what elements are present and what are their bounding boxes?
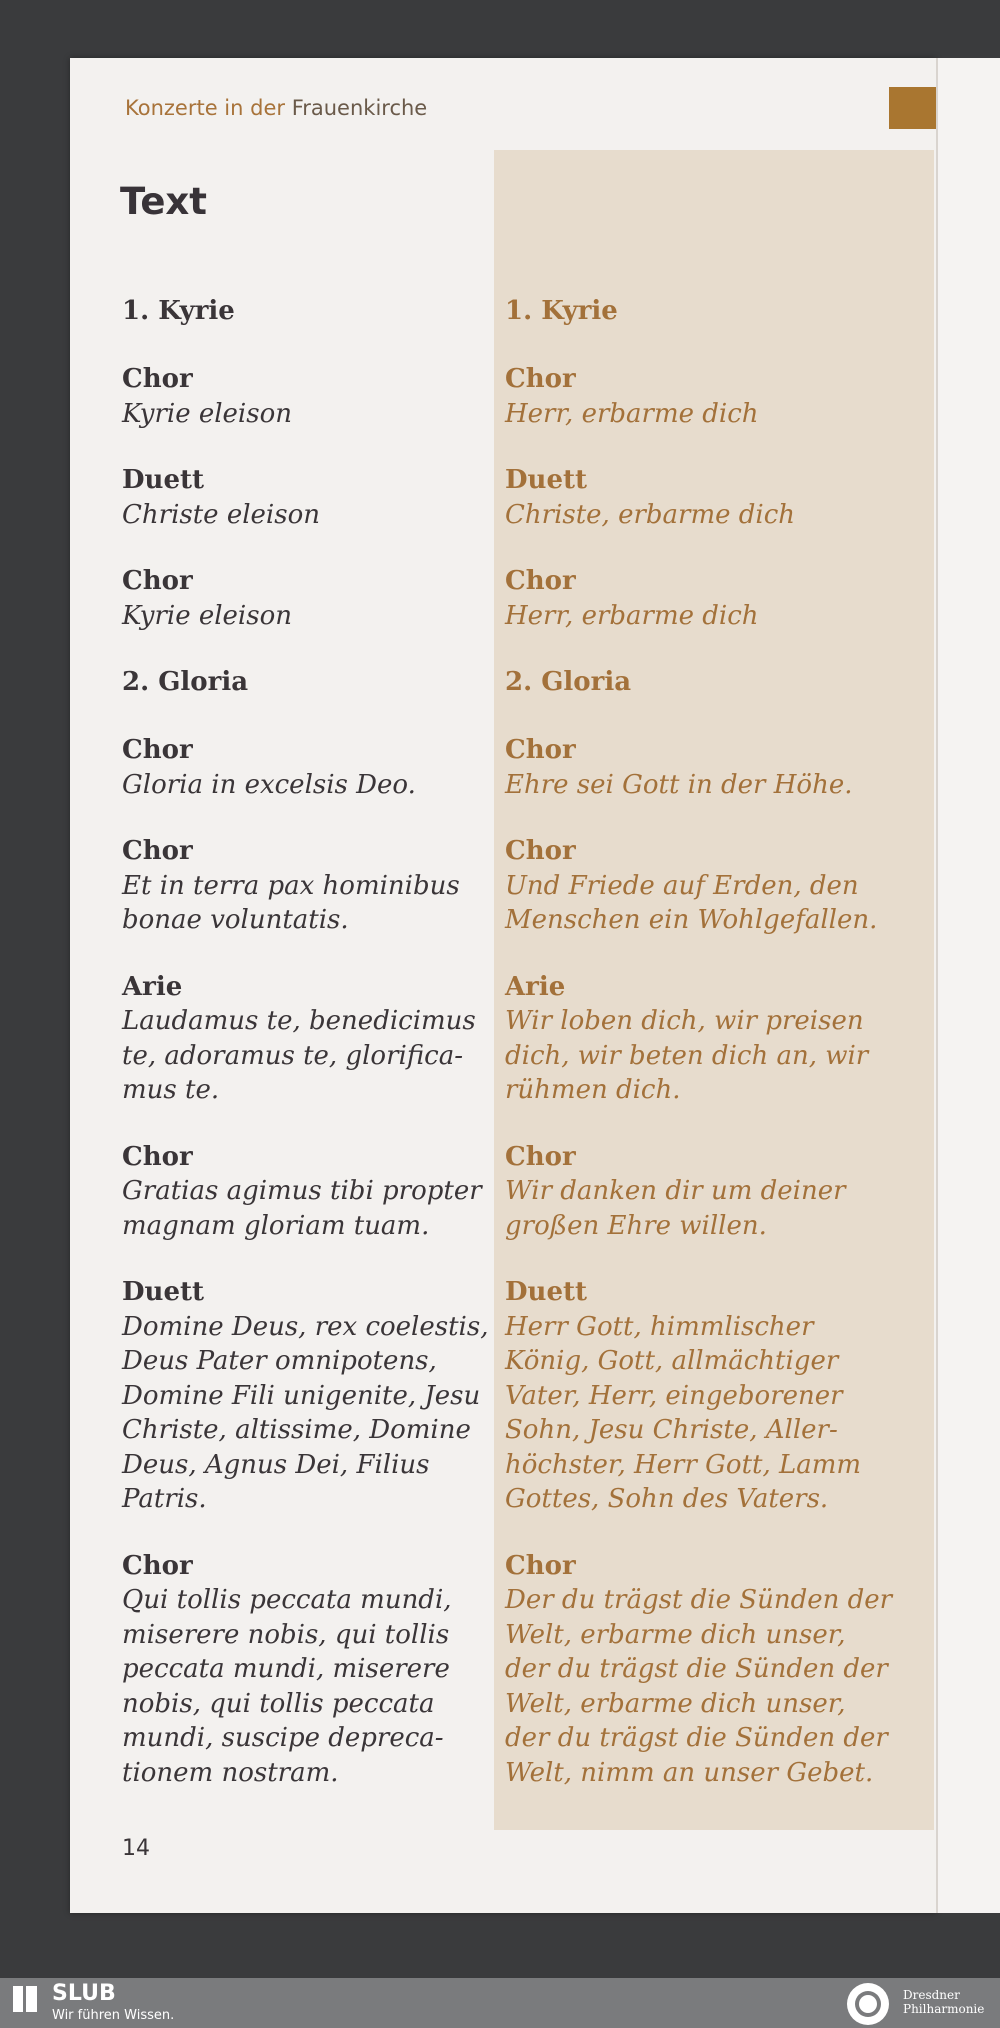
latin-lyric-line: peccata mundi, miserere [122, 1654, 450, 1684]
german-translation-column [505, 294, 925, 1822]
latin-text-column [122, 294, 489, 1822]
german-text-block [505, 463, 925, 532]
german-lyric-text [505, 1310, 925, 1517]
page-title: Text [120, 180, 207, 223]
german-text-block [505, 733, 925, 802]
philharmonie-logo-text [903, 1988, 984, 2016]
german-lyric-line: Und Friede auf Erden, den [505, 870, 859, 901]
latin-lyric-line: Christe, altissime, Domine [122, 1415, 471, 1445]
german-lyric-line: Welt, nimm an unser Gebet. [505, 1757, 874, 1788]
latin-lyric-text [122, 1174, 482, 1243]
german-lyric-line: Sohn, Jesu Christe, Aller- [505, 1415, 838, 1445]
latin-text-block [122, 362, 482, 431]
german-lyric-line: König, Gott, allmächtiger [505, 1346, 839, 1376]
german-voice-label: Chor [505, 566, 576, 596]
latin-voice-label: Chor [122, 364, 193, 394]
latin-lyric-line: magnam gloriam tuam. [122, 1210, 430, 1241]
latin-lyric-line: miserere nobis, qui tollis [122, 1619, 450, 1650]
latin-lyric-text [122, 599, 482, 634]
german-lyric-text [505, 599, 925, 634]
slub-logo[interactable]: SLUB [52, 1981, 116, 2006]
german-lyric-line: dich, wir beten dich an, wir [505, 1040, 869, 1071]
latin-lyric-line: Gloria in excelsis Deo. [122, 769, 416, 800]
latin-text-block [122, 463, 482, 532]
german-lyric-text [505, 1174, 925, 1243]
latin-lyric-line: Et in terra pax hominibus [122, 870, 460, 901]
german-lyric-line: Welt, erbarme dich unser, [505, 1688, 846, 1719]
latin-lyric-text [122, 869, 482, 938]
latin-lyric-line: Domine Deus, rex coelestis, [122, 1311, 489, 1342]
german-lyric-line: Ehre sei Gott in der Höhe. [505, 769, 853, 800]
philharmonie-logo-line-1: Dresdner [903, 1988, 960, 2002]
latin-lyric-line: Qui tollis peccata mundi, [122, 1585, 452, 1615]
german-lyric-line: Wir loben dich, wir preisen [505, 1006, 864, 1036]
latin-lyric-line: Kyrie eleison [122, 398, 292, 429]
german-text-block [505, 1275, 925, 1517]
german-voice-label: Duett [505, 465, 588, 495]
latin-text-block [122, 564, 482, 633]
german-text-block [505, 1549, 925, 1791]
latin-lyric-line: Domine Fili unigenite, Jesu [122, 1380, 481, 1411]
philharmonie-logo-icon [844, 1980, 892, 2028]
german-section-title: 2. Gloria [505, 667, 632, 697]
german-lyric-text [505, 869, 925, 938]
latin-text-block [122, 1140, 482, 1244]
latin-lyric-line: tionem nostram. [122, 1757, 339, 1788]
latin-lyric-line: Deus, Agnus Dei, Filius [122, 1449, 430, 1480]
german-lyric-text [505, 1583, 925, 1790]
german-lyric-line: Der du trägst die Sünden der [505, 1585, 893, 1615]
latin-lyric-line: Christe eleison [122, 499, 320, 530]
german-lyric-line: Vater, Herr, eingeborener [505, 1380, 843, 1411]
german-lyric-text [505, 498, 925, 533]
running-head [125, 96, 427, 120]
adjacent-page-edge [936, 58, 1000, 1913]
german-lyric-line: der du trägst die Sünden der [505, 1654, 888, 1684]
slub-book-icon [13, 1986, 37, 2012]
latin-section-title: 2. Gloria [122, 667, 249, 697]
german-lyric-line: höchster, Herr Gott, Lamm [505, 1449, 862, 1480]
latin-lyric-text [122, 498, 482, 533]
latin-lyric-line: Gratias agimus tibi propter [122, 1176, 482, 1206]
latin-lyric-line: Laudamus te, benedicimus [122, 1006, 476, 1036]
latin-lyric-line: Patris. [122, 1484, 207, 1514]
german-text-block [505, 564, 925, 633]
latin-voice-label: Chor [122, 566, 193, 596]
german-voice-label: Chor [505, 1141, 576, 1172]
running-head-part-2: Frauenkirche [291, 96, 428, 120]
german-text-block [505, 834, 925, 938]
german-lyric-line: Menschen ein Wohlgefallen. [505, 905, 878, 935]
german-lyric-line: Christe, erbarme dich [505, 499, 796, 530]
latin-lyric-line: mundi, suscipe depreca- [122, 1723, 444, 1753]
philharmonie-logo-line-2: Philharmonie [903, 2002, 985, 2016]
latin-voice-label: Chor [122, 1141, 193, 1172]
latin-lyric-text [122, 397, 482, 432]
booklet-page [70, 58, 936, 1913]
latin-lyric-line: Kyrie eleison [122, 600, 292, 631]
german-voice-label: Chor [505, 1550, 576, 1581]
german-voice-label: Chor [505, 735, 576, 765]
latin-voice-label: Chor [122, 836, 193, 866]
latin-text-block [122, 970, 482, 1108]
running-head-part-1: Konzerte in der [125, 96, 285, 120]
latin-text-block [122, 733, 482, 802]
page-number: 14 [122, 1836, 150, 1861]
german-lyric-line: Gottes, Sohn des Vaters. [505, 1484, 829, 1514]
latin-text-block [122, 1275, 489, 1517]
latin-voice-label: Duett [122, 465, 205, 495]
german-text-block [505, 1140, 925, 1244]
latin-voice-label: Chor [122, 1550, 193, 1581]
german-voice-label: Duett [505, 1277, 588, 1307]
german-lyric-text [505, 1004, 925, 1108]
latin-voice-label: Arie [122, 971, 183, 1002]
slub-slogan: Wir führen Wissen. [52, 2008, 175, 2023]
german-text-block [505, 970, 925, 1108]
latin-lyric-line: mus te. [122, 1075, 220, 1105]
latin-section-title: 1. Kyrie [122, 296, 235, 326]
german-lyric-text [505, 397, 925, 432]
german-voice-label: Chor [505, 836, 576, 866]
german-section-title: 1. Kyrie [505, 296, 618, 326]
german-voice-label: Chor [505, 364, 576, 394]
latin-lyric-line: Deus Pater omnipotens, [122, 1346, 437, 1376]
latin-lyric-text [122, 1583, 482, 1790]
german-lyric-line: Welt, erbarme dich unser, [505, 1619, 846, 1650]
latin-lyric-line: te, adoramus te, glorifica- [122, 1040, 464, 1071]
german-lyric-text [505, 768, 925, 803]
latin-lyric-text [122, 768, 482, 803]
latin-lyric-text [122, 1310, 489, 1517]
german-lyric-line: großen Ehre willen. [505, 1210, 767, 1241]
latin-voice-label: Chor [122, 735, 193, 765]
viewer-footer-bar [0, 1978, 1000, 2028]
german-text-block [505, 362, 925, 431]
german-lyric-line: Herr Gott, himmlischer [505, 1311, 814, 1342]
section-tab-marker [889, 87, 936, 129]
latin-voice-label: Duett [122, 1277, 205, 1307]
german-lyric-line: Herr, erbarme dich [505, 398, 759, 429]
german-lyric-line: rühmen dich. [505, 1075, 681, 1105]
german-lyric-line: Herr, erbarme dich [505, 600, 759, 631]
german-lyric-line: Wir danken dir um deiner [505, 1176, 846, 1206]
latin-lyric-line: bonae voluntatis. [122, 905, 349, 935]
latin-lyric-text [122, 1004, 482, 1108]
latin-text-block [122, 834, 482, 938]
latin-lyric-line: nobis, qui tollis peccata [122, 1688, 435, 1719]
latin-text-block [122, 1549, 482, 1791]
german-lyric-line: der du trägst die Sünden der [505, 1723, 888, 1753]
german-voice-label: Arie [505, 971, 566, 1002]
